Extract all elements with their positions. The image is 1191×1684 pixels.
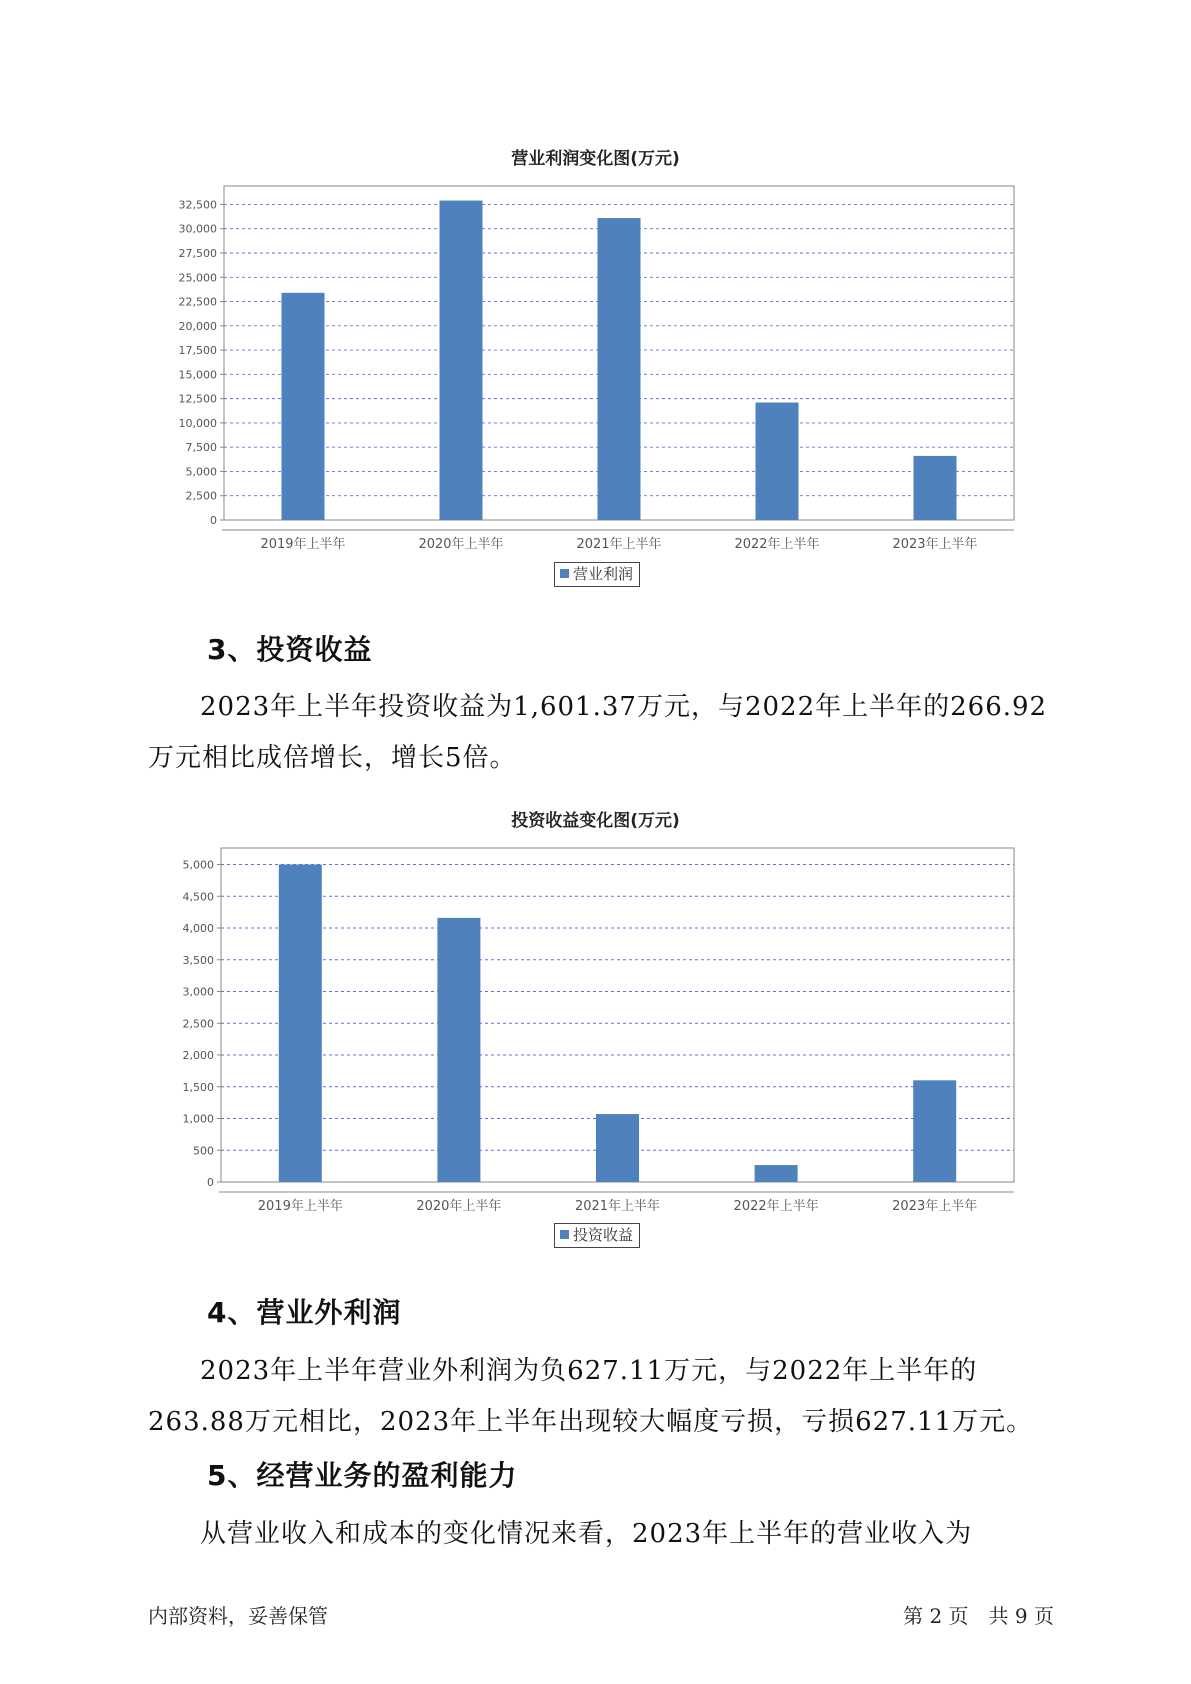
paragraph-operating-profitability: 从营业收入和成本的变化情况来看，2023年上半年的营业收入为	[200, 1519, 973, 1549]
y-tick-label: 500	[193, 1144, 214, 1158]
y-tick-label: 4,000	[182, 922, 214, 936]
bar	[913, 1080, 956, 1182]
bar	[755, 1165, 798, 1182]
y-tick-label: 2,000	[182, 1049, 214, 1063]
y-tick-label: 10,000	[178, 416, 217, 430]
x-category-label: 2023年上半年	[892, 537, 978, 552]
y-tick-label: 1,000	[182, 1112, 214, 1126]
y-tick-label: 0	[207, 1176, 214, 1189]
paragraph-non-operating-profit: 2023年上半年营业外利润为负627.11万元，与2022年上半年的263.88万元相比，2023年上半年出现较大幅度亏损，亏损627.11万元。	[148, 1356, 1034, 1437]
x-category-label: 2021年上半年	[576, 537, 662, 552]
y-tick-label: 15,000	[178, 368, 217, 382]
y-tick-label: 30,000	[178, 222, 217, 236]
bar	[279, 865, 322, 1182]
x-category-label: 2023年上半年	[892, 1199, 978, 1214]
y-tick-label: 20,000	[178, 319, 217, 333]
heading-non-operating-profit: 4、营业外利润	[207, 1296, 402, 1329]
footer-page-number: 第 2 页 共 9 页	[903, 1604, 1054, 1628]
x-category-label: 2022年上半年	[733, 1199, 819, 1214]
bar	[437, 918, 480, 1182]
chart-title: 投资收益变化图(万元)	[511, 811, 680, 831]
y-tick-label: 1,500	[182, 1080, 214, 1094]
y-tick-label: 2,500	[182, 1017, 214, 1031]
y-tick-label: 27,500	[178, 246, 217, 260]
y-tick-label: 32,500	[178, 198, 217, 212]
y-tick-label: 12,500	[178, 392, 217, 406]
x-category-label: 2020年上半年	[418, 537, 504, 552]
bar	[596, 1114, 639, 1182]
y-tick-label: 7,500	[185, 441, 217, 455]
y-tick-label: 5,000	[182, 858, 214, 872]
x-category-label: 2021年上半年	[574, 1199, 661, 1214]
legend-label: 营业利润	[573, 565, 634, 583]
y-tick-label: 4,500	[182, 890, 214, 904]
x-category-label: 2019年上半年	[260, 537, 346, 552]
y-tick-label: 3,000	[182, 985, 214, 999]
chart-legend	[554, 1223, 640, 1248]
y-tick-label: 17,500	[178, 344, 217, 358]
legend-label: 投资收益	[573, 1226, 634, 1244]
x-category-label: 2022年上半年	[734, 537, 820, 552]
y-tick-label: 3,500	[182, 953, 214, 967]
y-tick-label: 25,000	[178, 271, 217, 285]
y-tick-label: 22,500	[178, 295, 217, 309]
y-tick-label: 2,500	[185, 489, 217, 503]
x-category-label: 2019年上半年	[257, 1199, 343, 1214]
y-tick-label: 5,000	[185, 465, 217, 479]
x-category-label: 2020年上半年	[416, 1199, 502, 1214]
heading-operating-profitability: 5、经营业务的盈利能力	[207, 1459, 518, 1492]
paragraph-investment-income: 2023年上半年投资收益为1,601.37万元，与2022年上半年的266.92万元相比成倍增长，增长5倍。	[148, 692, 1048, 773]
y-tick-label: 0	[210, 514, 217, 527]
legend-swatch	[560, 1230, 569, 1239]
heading-investment-income: 3、投资收益	[207, 633, 373, 666]
footer-confidential-note: 内部资料，妥善保管	[148, 1604, 328, 1628]
chart-title: 营业利润变化图(万元)	[511, 149, 680, 169]
